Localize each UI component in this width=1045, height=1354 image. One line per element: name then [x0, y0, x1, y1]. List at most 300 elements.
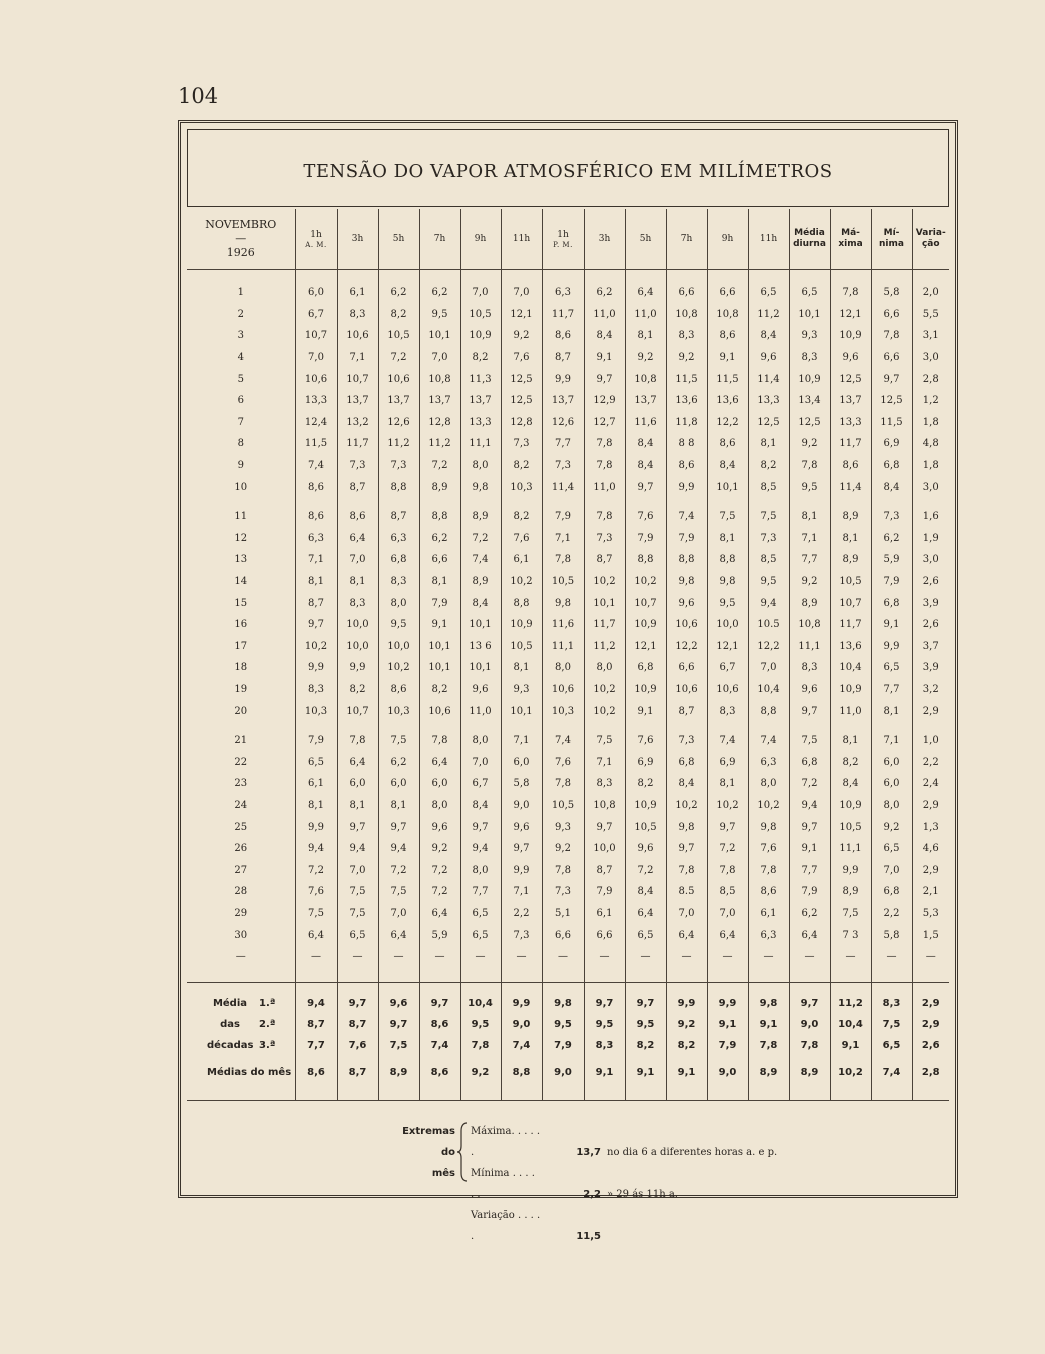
table-cell: 6,4 — [666, 924, 707, 946]
table-row — [187, 455, 949, 477]
table-cell: 9,7 — [378, 816, 419, 838]
table-cell: 7,0 — [666, 903, 707, 925]
table-cell: 11,0 — [460, 700, 501, 722]
table-cell: 10,0 — [378, 636, 419, 658]
decade-label-text: décadas — [207, 1039, 254, 1051]
table-cell: 6,8 — [378, 549, 419, 571]
dash-cell: — — [378, 946, 419, 968]
table-cell: 9,1 — [584, 1056, 625, 1090]
table-cell: 8,2 — [501, 506, 542, 528]
table-cell: 9,9 — [666, 476, 707, 498]
table-cell: 7,5 — [789, 730, 830, 752]
table-cell: 7,7 — [460, 881, 501, 903]
table-cell: 8,7 — [337, 1014, 378, 1035]
dash-cell: — — [295, 946, 337, 968]
table-cell: 9,6 — [830, 347, 871, 369]
table-row — [187, 751, 949, 773]
day-number: 20 — [234, 705, 248, 717]
table-cell: 9,1 — [871, 614, 912, 636]
table-cell: 11,7 — [830, 433, 871, 455]
day-number: 10 — [234, 481, 248, 493]
table-cell: 8,4 — [748, 325, 789, 347]
table-row — [187, 571, 949, 593]
table-cell: 7,9 — [584, 881, 625, 903]
table-cell: 9,5 — [625, 1014, 666, 1035]
day-number: 7 — [237, 416, 244, 428]
table-cell: 6,4 — [625, 282, 666, 304]
table-cell: 7,3 — [501, 924, 542, 946]
table-cell: 8,0 — [584, 657, 625, 679]
table-cell: 10,5 — [830, 816, 871, 838]
table-cell: 3,9 — [912, 592, 949, 614]
day-number: 14 — [234, 576, 248, 588]
table-cell: 10,2 — [748, 795, 789, 817]
table-cell: 13,7 — [460, 390, 501, 412]
table-cell: 7,2 — [460, 528, 501, 550]
table-cell: 8,1 — [830, 528, 871, 550]
table-cell: 8,6 — [419, 1056, 460, 1090]
table-cell: 11,7 — [337, 433, 378, 455]
table-cell: 8,7 — [666, 700, 707, 722]
table-cell: 8,9 — [460, 506, 501, 528]
table-cell: 7,2 — [789, 773, 830, 795]
table-cell: 11,1 — [542, 636, 584, 658]
table-cell: 8,0 — [871, 795, 912, 817]
table-cell: 9,9 — [707, 993, 748, 1014]
table-cell: 8,3 — [337, 592, 378, 614]
table-cell: 6,6 — [666, 282, 707, 304]
table-cell: 13,7 — [419, 390, 460, 412]
table-cell: 11,6 — [625, 412, 666, 434]
table-cell: 10,5 — [542, 571, 584, 593]
table-cell: 1,8 — [912, 412, 949, 434]
table-cell: 10,4 — [830, 657, 871, 679]
table-cell: 11,0 — [584, 476, 625, 498]
table-cell: 9,5 — [542, 1014, 584, 1035]
table-cell: 7,3 — [378, 455, 419, 477]
table-cell: 2,9 — [912, 795, 949, 817]
table-cell: 10,1 — [460, 657, 501, 679]
table-cell: 6,7 — [460, 773, 501, 795]
table-cell: 7,8 — [337, 730, 378, 752]
table-cell: 10,4 — [830, 1014, 871, 1035]
table-cell: 8,0 — [460, 859, 501, 881]
table-cell: 10,5 — [378, 325, 419, 347]
table-cell: 8,1 — [707, 773, 748, 795]
table-cell: 7,8 — [542, 773, 584, 795]
table-cell: 10,4 — [460, 993, 501, 1014]
day-number: 19 — [234, 683, 248, 695]
table-cell: 7,2 — [625, 859, 666, 881]
dash-cell: — — [419, 946, 460, 968]
day-number: 22 — [234, 756, 248, 768]
table-row — [187, 325, 949, 347]
table-cell: 9,4 — [295, 838, 337, 860]
table-cell: 10,2 — [378, 657, 419, 679]
table-cell: 11,2 — [378, 433, 419, 455]
header-maxima: Má- xima — [830, 209, 871, 270]
table-cell: 8,2 — [337, 679, 378, 701]
table-cell: 12,5 — [789, 412, 830, 434]
table-cell: 8,1 — [419, 571, 460, 593]
table-cell: 7,8 — [584, 455, 625, 477]
table-cell: 9,9 — [295, 816, 337, 838]
table-cell: 13 6 — [460, 636, 501, 658]
table-cell: 8,4 — [625, 881, 666, 903]
table-cell: 9,6 — [419, 816, 460, 838]
table-cell: 10,6 — [707, 679, 748, 701]
table-cell: 6,8 — [666, 751, 707, 773]
table-cell: 7,6 — [501, 528, 542, 550]
table-cell: 6,2 — [378, 751, 419, 773]
table-cell: 8,9 — [460, 571, 501, 593]
header-hour: 11h — [501, 209, 542, 270]
header-minima: Mí- nima — [871, 209, 912, 270]
table-cell: 10,8 — [584, 795, 625, 817]
table-cell: 8,4 — [666, 773, 707, 795]
table-cell: 6,6 — [419, 549, 460, 571]
table-cell: 8,6 — [666, 455, 707, 477]
table-cell: 13,2 — [337, 412, 378, 434]
table-cell: 5,3 — [912, 903, 949, 925]
table-cell: 6,4 — [789, 924, 830, 946]
table-cell: 7,1 — [584, 751, 625, 773]
day-number: 15 — [234, 597, 248, 609]
table-cell: 8,1 — [871, 700, 912, 722]
table-row — [187, 924, 949, 946]
table-cell: 13,6 — [830, 636, 871, 658]
table-cell: 9,1 — [666, 1056, 707, 1090]
decade-gap-row — [187, 498, 949, 506]
table-cell: 12,7 — [584, 412, 625, 434]
table-cell: 9,6 — [789, 679, 830, 701]
table-cell: 8,5 — [707, 881, 748, 903]
table-cell: 8,1 — [378, 795, 419, 817]
table-cell: 6,1 — [295, 773, 337, 795]
table-cell: 8,8 — [707, 549, 748, 571]
header-month — [187, 209, 295, 270]
table-cell: 7,5 — [707, 506, 748, 528]
table-cell: 6,8 — [789, 751, 830, 773]
table-cell: 13,7 — [830, 390, 871, 412]
table-cell: 5,9 — [419, 924, 460, 946]
table-cell: 7,0 — [378, 903, 419, 925]
table-cell: 8,6 — [748, 881, 789, 903]
table-cell: 8,0 — [378, 592, 419, 614]
table-cell: 5,1 — [542, 903, 584, 925]
table-cell: 9,9 — [337, 657, 378, 679]
table-cell: 11,2 — [584, 636, 625, 658]
table-cell: 10,2 — [666, 795, 707, 817]
decade-mean-label — [187, 1014, 295, 1035]
table-cell: 8,7 — [337, 476, 378, 498]
table-cell: 9,8 — [542, 993, 584, 1014]
table-cell: 7,9 — [707, 1035, 748, 1056]
table-cell: 11,4 — [542, 476, 584, 498]
table-cell: 3,0 — [912, 549, 949, 571]
brace-icon — [457, 1121, 469, 1183]
extremes-label: Extremas do mês — [402, 1126, 455, 1179]
table-cell: 10,0 — [707, 614, 748, 636]
table-cell: 8,2 — [419, 679, 460, 701]
table-cell: 10,1 — [460, 614, 501, 636]
table-cell: 10,7 — [295, 325, 337, 347]
table-cell: 12,2 — [707, 412, 748, 434]
table-cell: 8,2 — [625, 773, 666, 795]
table-cell: 6,7 — [295, 304, 337, 326]
table-cell: 9,6 — [378, 993, 419, 1014]
table-cell: 12,2 — [748, 636, 789, 658]
table-cell: 4,6 — [912, 838, 949, 860]
table-cell: 8,7 — [295, 592, 337, 614]
table-cell: 8,4 — [460, 592, 501, 614]
table-cell: 7,0 — [501, 282, 542, 304]
table-cell: 10,9 — [625, 679, 666, 701]
table-cell: 6,2 — [871, 528, 912, 550]
table-cell: 12,5 — [748, 412, 789, 434]
table-cell: 9,3 — [501, 679, 542, 701]
table-cell: 9,7 — [501, 838, 542, 860]
table-cell: 7,4 — [460, 549, 501, 571]
table-cell: 8,7 — [295, 1014, 337, 1035]
table-cell: 1,5 — [912, 924, 949, 946]
table-cell: 8,3 — [378, 571, 419, 593]
table-row — [187, 304, 949, 326]
table-cell: 8,3 — [666, 325, 707, 347]
day-number: 1 — [237, 287, 244, 299]
header-hour: 1h A. M. — [295, 209, 337, 270]
day-number: 16 — [234, 619, 248, 631]
table-cell: 7,9 — [295, 730, 337, 752]
table-cell: 7,8 — [460, 1035, 501, 1056]
table-cell: 9,4 — [460, 838, 501, 860]
table-cell: 7,4 — [542, 730, 584, 752]
table-row — [187, 679, 949, 701]
table-cell: 2,9 — [912, 993, 949, 1014]
table-cell: 10,8 — [666, 304, 707, 326]
table-cell: 12,4 — [295, 412, 337, 434]
table-cell: 9,9 — [666, 993, 707, 1014]
table-cell: 6,3 — [748, 924, 789, 946]
day-number: 25 — [234, 821, 248, 833]
table-cell: 6,4 — [337, 751, 378, 773]
table-cell: 6,4 — [419, 751, 460, 773]
table-cell: 9,7 — [584, 993, 625, 1014]
table-cell: 9,7 — [871, 368, 912, 390]
table-cell: 7,7 — [295, 1035, 337, 1056]
table-cell: 7,0 — [460, 282, 501, 304]
dash-cell: — — [542, 946, 584, 968]
table-cell: 7,4 — [666, 506, 707, 528]
table-cell: 9,7 — [666, 838, 707, 860]
table-cell: 2,6 — [912, 571, 949, 593]
table-cell: 7,9 — [419, 592, 460, 614]
table-cell: 10,6 — [295, 368, 337, 390]
table-cell: 9,5 — [378, 614, 419, 636]
table-cell: 10,2 — [584, 700, 625, 722]
dash-cell: — — [830, 946, 871, 968]
table-cell: 8,0 — [460, 455, 501, 477]
table-cell: 7,4 — [871, 1056, 912, 1090]
title-box — [187, 129, 949, 207]
table-row — [187, 816, 949, 838]
table-cell: 7,1 — [789, 528, 830, 550]
table-cell: 9,7 — [789, 700, 830, 722]
table-cell: 11,5 — [871, 412, 912, 434]
table-cell: 10,9 — [625, 795, 666, 817]
table-cell: 9,7 — [337, 816, 378, 838]
table-cell: 6,8 — [871, 455, 912, 477]
table-cell: 7,1 — [871, 730, 912, 752]
table-cell: 7,2 — [419, 859, 460, 881]
table-cell: 6,5 — [789, 282, 830, 304]
table-row — [187, 795, 949, 817]
table-cell: 12,1 — [707, 636, 748, 658]
table-cell: 8,9 — [830, 549, 871, 571]
table-cell: 7,7 — [789, 859, 830, 881]
day-number: 8 — [237, 438, 244, 450]
table-cell: 8,5 — [748, 476, 789, 498]
table-cell: 8,6 — [830, 455, 871, 477]
table-cell: 10,1 — [789, 304, 830, 326]
table-cell: 7,6 — [625, 730, 666, 752]
table-cell: 10,3 — [501, 476, 542, 498]
table-cell: 6,3 — [295, 528, 337, 550]
table-cell: 11,1 — [789, 636, 830, 658]
table-row — [187, 506, 949, 528]
table-cell: 9,6 — [501, 816, 542, 838]
table-cell: 10,9 — [830, 795, 871, 817]
table-cell: 6,1 — [748, 903, 789, 925]
table-cell: 9,8 — [707, 571, 748, 593]
table-cell: 7,3 — [666, 730, 707, 752]
table-cell: 10,5 — [460, 304, 501, 326]
table-cell: 13,4 — [789, 390, 830, 412]
table-row — [187, 347, 949, 369]
table-cell: 8,0 — [460, 730, 501, 752]
table-cell: 6,5 — [625, 924, 666, 946]
table-cell: 7,8 — [584, 433, 625, 455]
table-cell: 6,5 — [295, 751, 337, 773]
table-cell: 5,8 — [871, 924, 912, 946]
day-number: 9 — [237, 460, 244, 472]
table-cell: 8,9 — [830, 506, 871, 528]
table-cell: 8,2 — [501, 455, 542, 477]
table-cell: 2,0 — [912, 282, 949, 304]
table-cell: 6,8 — [625, 657, 666, 679]
table-cell: 8,3 — [789, 347, 830, 369]
table-cell: 10,2 — [584, 679, 625, 701]
decade-ordinal: 2.ª — [259, 1018, 276, 1030]
table-cell: 10,5 — [542, 795, 584, 817]
table-cell: 8,3 — [789, 657, 830, 679]
header-hour: 9h — [460, 209, 501, 270]
table-cell: 7,0 — [460, 751, 501, 773]
table-cell: 7,4 — [707, 730, 748, 752]
extreme-var-row: Variação . . . . . 11,5 — [471, 1210, 601, 1242]
table-cell: 6,2 — [789, 903, 830, 925]
table-cell: 13,7 — [378, 390, 419, 412]
table-cell: 12,1 — [501, 304, 542, 326]
table-cell: 7,1 — [501, 730, 542, 752]
table-cell: 11,6 — [542, 614, 584, 636]
table-cell: 8,2 — [460, 347, 501, 369]
table-cell: 12,8 — [501, 412, 542, 434]
table-cell: 6,5 — [337, 924, 378, 946]
decade-label-text: das — [220, 1018, 240, 1030]
table-cell: 13,6 — [666, 390, 707, 412]
table-cell: 3,9 — [912, 657, 949, 679]
table-cell: 11,7 — [542, 304, 584, 326]
table-cell: 8,3 — [337, 304, 378, 326]
table-cell: 8,6 — [295, 1056, 337, 1090]
table-cell: 9,9 — [295, 657, 337, 679]
table-cell: 13,7 — [542, 390, 584, 412]
day-number: 3 — [237, 330, 244, 342]
table-title: TENSÃO DO VAPOR ATMOSFÉRICO EM MILÍMETROS — [303, 160, 833, 182]
table-cell: 8,6 — [542, 325, 584, 347]
table-cell: 7,5 — [337, 903, 378, 925]
table-row — [187, 881, 949, 903]
table-cell: 3,7 — [912, 636, 949, 658]
table-cell: 13,3 — [748, 390, 789, 412]
table-cell: 9,2 — [666, 1014, 707, 1035]
table-cell: 6,5 — [871, 838, 912, 860]
table-cell: 7,1 — [337, 347, 378, 369]
table-cell: 8,4 — [584, 325, 625, 347]
dash-cell: — — [871, 946, 912, 968]
table-cell: 13,3 — [830, 412, 871, 434]
table-cell: 7,0 — [337, 859, 378, 881]
table-cell: 8,8 — [378, 476, 419, 498]
month-label: NOVEMBRO — [205, 218, 277, 231]
header-hour: 1h P. M. — [542, 209, 584, 270]
table-cell: 6,9 — [625, 751, 666, 773]
table-cell: 8,9 — [748, 1056, 789, 1090]
table-cell: 7,9 — [666, 528, 707, 550]
day-number: 2 — [237, 308, 244, 320]
dash-cell: — — [789, 946, 830, 968]
table-cell: 2,8 — [912, 1056, 949, 1090]
table-cell: 9,4 — [295, 993, 337, 1014]
table-cell: 6,6 — [707, 282, 748, 304]
table-cell: 11,2 — [419, 433, 460, 455]
table-cell: 7,0 — [419, 347, 460, 369]
table-row — [187, 368, 949, 390]
table-cell: 9,2 — [871, 816, 912, 838]
dash-cell: — — [625, 946, 666, 968]
table-cell: 12,8 — [419, 412, 460, 434]
table-cell: 7,4 — [501, 1035, 542, 1056]
table-cell: 8,8 — [666, 549, 707, 571]
table-cell: 8,1 — [337, 571, 378, 593]
table-cell: 9,1 — [625, 700, 666, 722]
table-cell: 9,7 — [295, 614, 337, 636]
table-cell: 8,8 — [501, 592, 542, 614]
table-cell: 9,7 — [460, 816, 501, 838]
table-cell: 6,5 — [460, 924, 501, 946]
table-cell: 5,8 — [871, 282, 912, 304]
table-cell: 8,7 — [337, 1056, 378, 1090]
table-cell: 3,0 — [912, 347, 949, 369]
header-row — [187, 209, 949, 270]
table-cell: 10,8 — [625, 368, 666, 390]
header-hour: 7h — [666, 209, 707, 270]
table-cell: 6,0 — [378, 773, 419, 795]
table-cell: 10,2 — [295, 636, 337, 658]
table-cell: 6,2 — [584, 282, 625, 304]
year-label: 1926 — [226, 246, 255, 259]
